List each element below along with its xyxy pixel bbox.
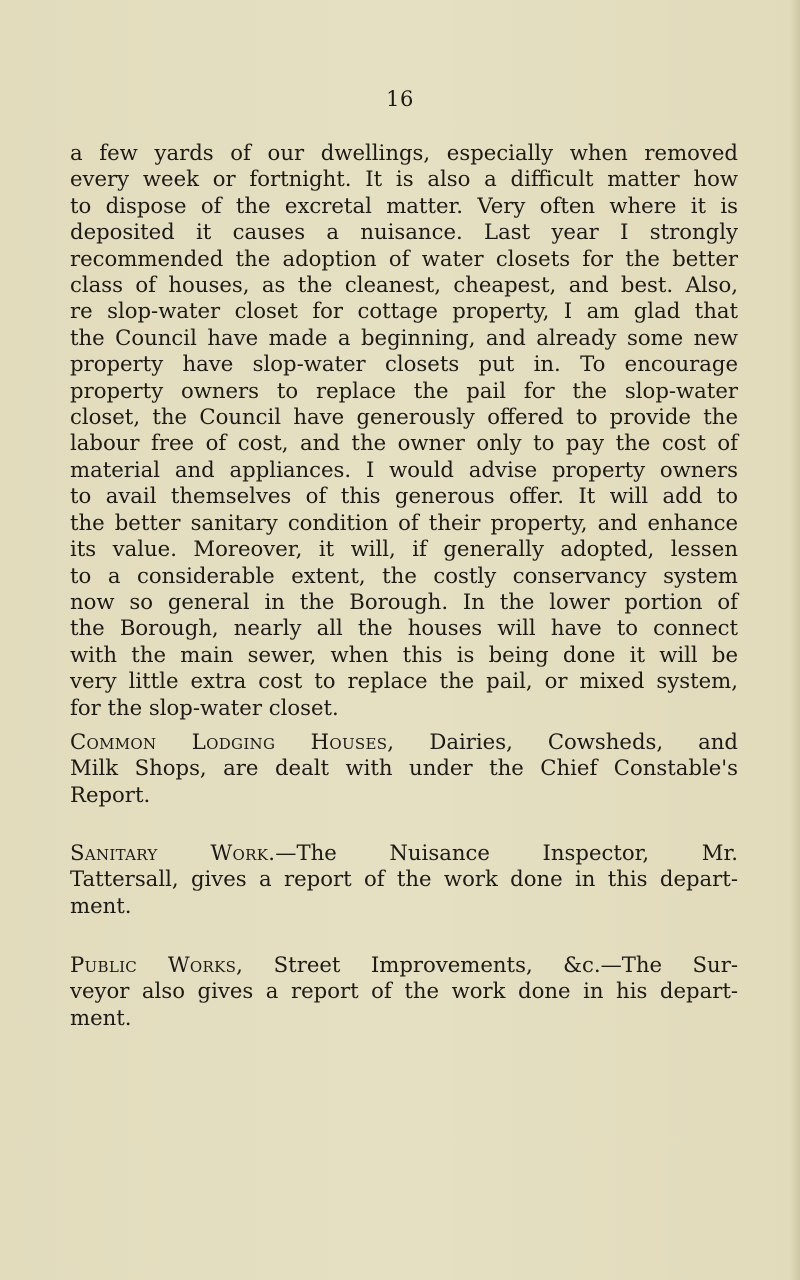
paragraph-line: labour free of cost, and the owner only to pay the cost of (70, 430, 738, 456)
paragraph-line: property have slop-water closets put in. To encourage (70, 351, 738, 377)
paragraph-line: the Borough, nearly all the houses will have to connect (70, 615, 738, 641)
paragraph-public-works (70, 952, 738, 1031)
paragraph-line: property owners to replace the pail for the slop-water (70, 377, 738, 403)
paragraph-line: ment. (70, 1004, 132, 1030)
paragraph-line: Milk Shops, are dealt with under the Chief Constable's (70, 755, 738, 781)
paragraph-line: with the main sewer, when this is being done it will be (70, 641, 738, 667)
paragraph-line: every week or fortnight. It is also a difficult matter how (70, 166, 738, 192)
paragraph-common-lodging-houses (70, 729, 738, 808)
paragraph-text: —The Nuisance Inspector, Mr. (275, 840, 738, 865)
paragraph-line: for the slop-water closet. (70, 694, 339, 720)
paragraph-line: veyor also gives a report of the work done in his depart- (70, 978, 738, 1004)
paragraph-line: Tattersall, gives a report of the work done in this depart- (70, 866, 738, 892)
paragraph-line (70, 840, 738, 866)
paragraph-line: Report. (70, 781, 151, 807)
paragraph-text: Dairies, Cowsheds, and (429, 729, 738, 754)
paragraph-line: to a considerable extent, the costly conservancy system (70, 562, 738, 588)
paragraph-line: class of houses, as the cleanest, cheapest, and best. Also, (70, 272, 738, 298)
paragraph-line: to dispose of the excretal matter. Very often where it is (70, 192, 738, 218)
section-heading-common-lodging-houses: Common Lodging Houses, (70, 729, 395, 754)
section-heading-public-works: Public Works, (70, 952, 244, 977)
paragraph-line: the better sanitary condition of their property, and enhance (70, 509, 738, 535)
paragraph-text: Street Improvements, &c.—The Sur- (273, 952, 738, 977)
paragraph-line: re slop-water closet for cottage property, I am glad that (70, 298, 738, 324)
paragraph-line: ment. (70, 892, 132, 918)
paragraph-line: its value. Moreover, it will, if generally adopted, lessen (70, 536, 738, 562)
paragraph-line: deposited it causes a nuisance. Last year I strongly (70, 219, 738, 245)
paragraph-line (70, 952, 738, 978)
paragraph-line: to avail themselves of this generous offer. It will add to (70, 483, 738, 509)
page-number: 16 (386, 87, 414, 111)
paragraph-sanitary-work (70, 840, 738, 919)
paragraph-line: the Council have made a beginning, and already some new (70, 324, 738, 350)
paragraph-line: a few yards of our dwellings, especially when removed (70, 140, 738, 165)
paragraph-line: very little extra cost to replace the pail, or mixed system, (70, 668, 738, 694)
section-heading-sanitary-work: Sanitary Work. (70, 840, 276, 865)
paragraph-line: material and appliances. I would advise property owners (70, 456, 738, 482)
paragraph-line: closet, the Council have generously offered to provide the (70, 404, 738, 430)
paragraph-line: recommended the adoption of water closets for the better (70, 245, 738, 271)
paragraph-sanitation (70, 140, 738, 721)
page-edge-shadow (790, 0, 800, 1280)
paragraph-line: now so general in the Borough. In the lower portion of (70, 588, 738, 614)
paragraph-line (70, 729, 738, 755)
